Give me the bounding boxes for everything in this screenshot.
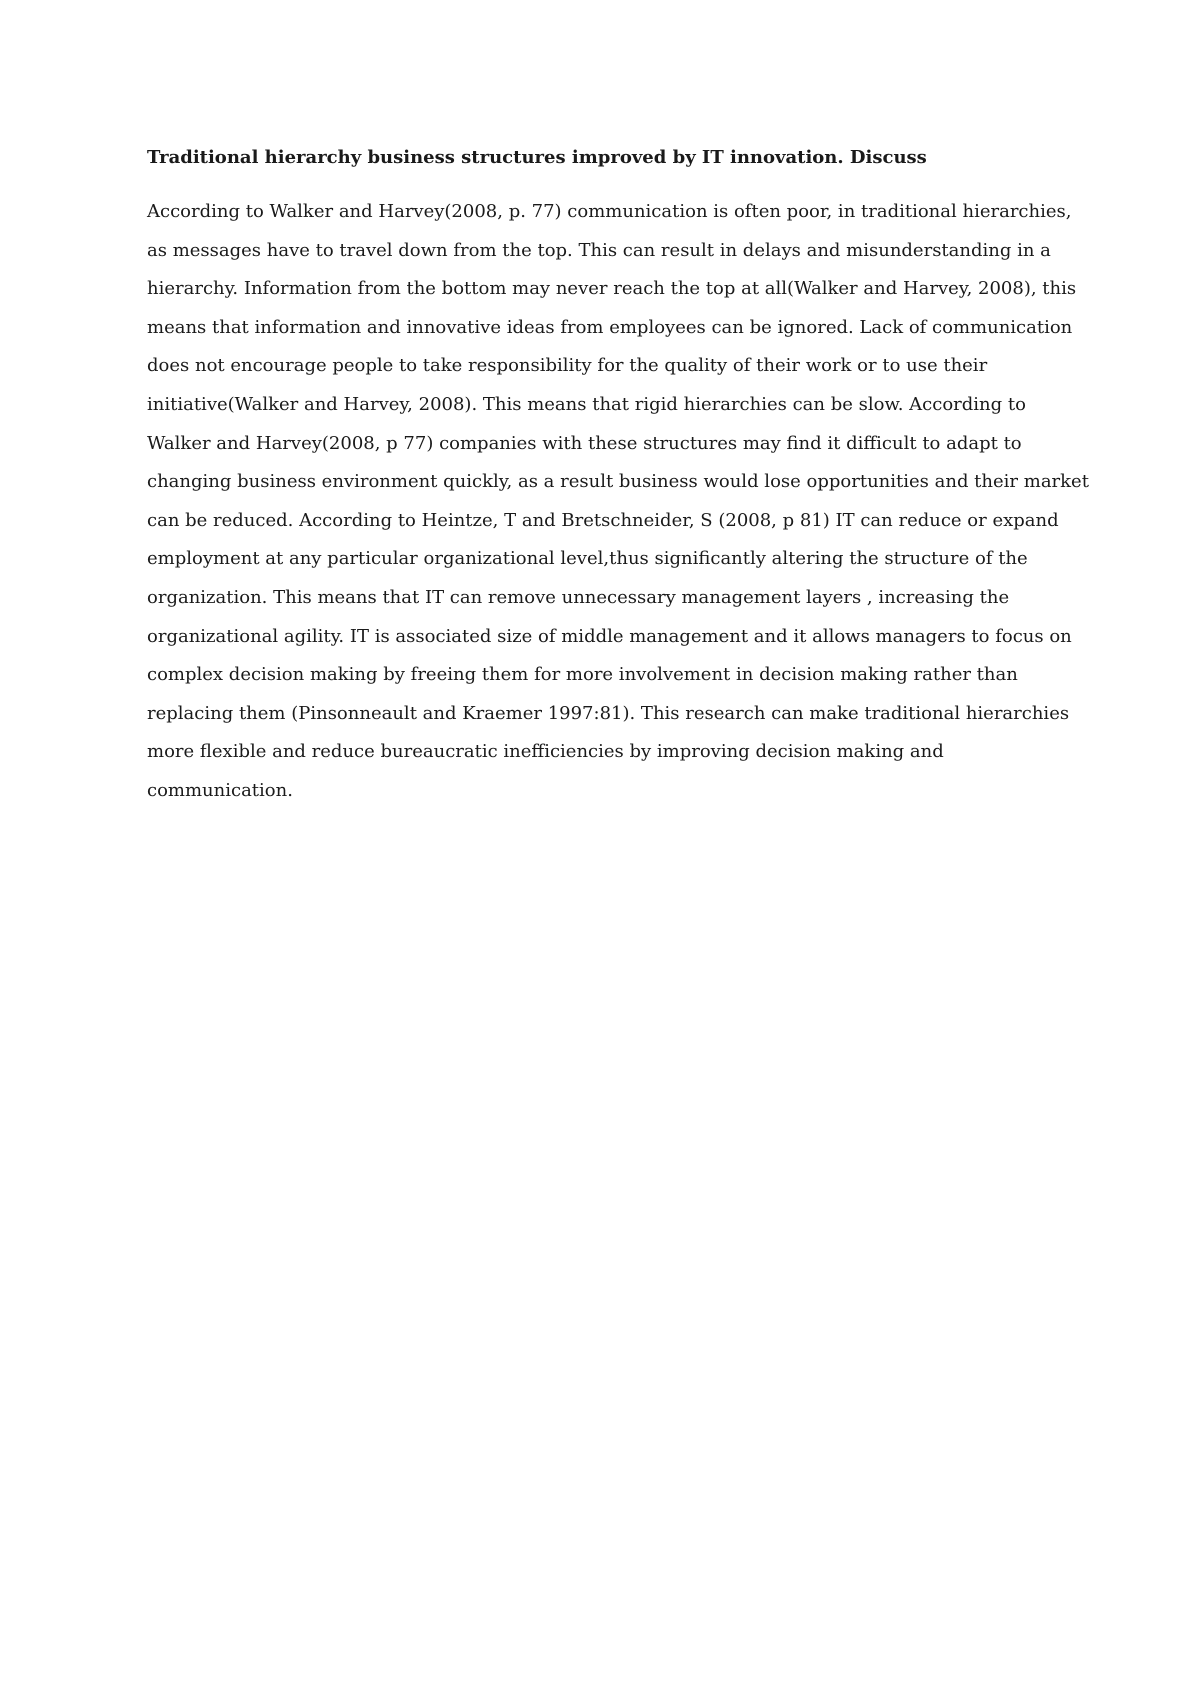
paragraph-line: changing business environment quickly, as a result business would lose opportunities and their market [147,471,1089,493]
document-body [147,143,1089,811]
paragraph-line: organizational agility. IT is associated size of middle management and it allows managers to focus on [147,625,1072,647]
paragraph-line: initiative(Walker and Harvey, 2008). This means that rigid hierarchies can be slow. According to [147,393,1026,415]
paragraph-line: According to Walker and Harvey(2008, p. 77) communication is often poor, in traditional hierarchies, [147,201,1072,222]
body-paragraph [147,193,1089,811]
paragraph-line: more flexible and reduce bureaucratic inefficiencies by improving decision making and [147,741,944,763]
paragraph-line: employment at any particular organizational level,thus significantly altering the structure of the [147,548,1028,570]
paragraph-line: means that information and innovative ideas from employees can be ignored. Lack of communication [147,316,1073,338]
paragraph-line: as messages have to travel down from the top. This can result in delays and misunderstanding in a [147,239,1051,261]
document-title: Traditional hierarchy business structures improved by IT innovation. Discuss [147,147,927,168]
paragraph-line: hierarchy. Information from the bottom may never reach the top at all(Walker and Harvey, 2008), this [147,278,1077,300]
paragraph-line: Walker and Harvey(2008, p 77) companies with these structures may find it difficult to adapt to [147,432,1022,454]
paragraph-line: can be reduced. According to Heintze, T and Bretschneider, S (2008, p 81) IT can reduce or expand [147,509,1059,531]
paragraph-line: replacing them (Pinsonneault and Kraemer 1997:81). This research can make traditional hierarchies [147,702,1070,724]
paragraph-line: does not encourage people to take responsibility for the quality of their work or to use their [147,355,988,377]
paragraph-line: organization. This means that IT can remove unnecessary management layers , increasing the [147,586,1010,608]
paragraph-line: complex decision making by freeing them for more involvement in decision making rather than [147,664,1018,686]
paragraph-line: communication. [147,779,293,801]
